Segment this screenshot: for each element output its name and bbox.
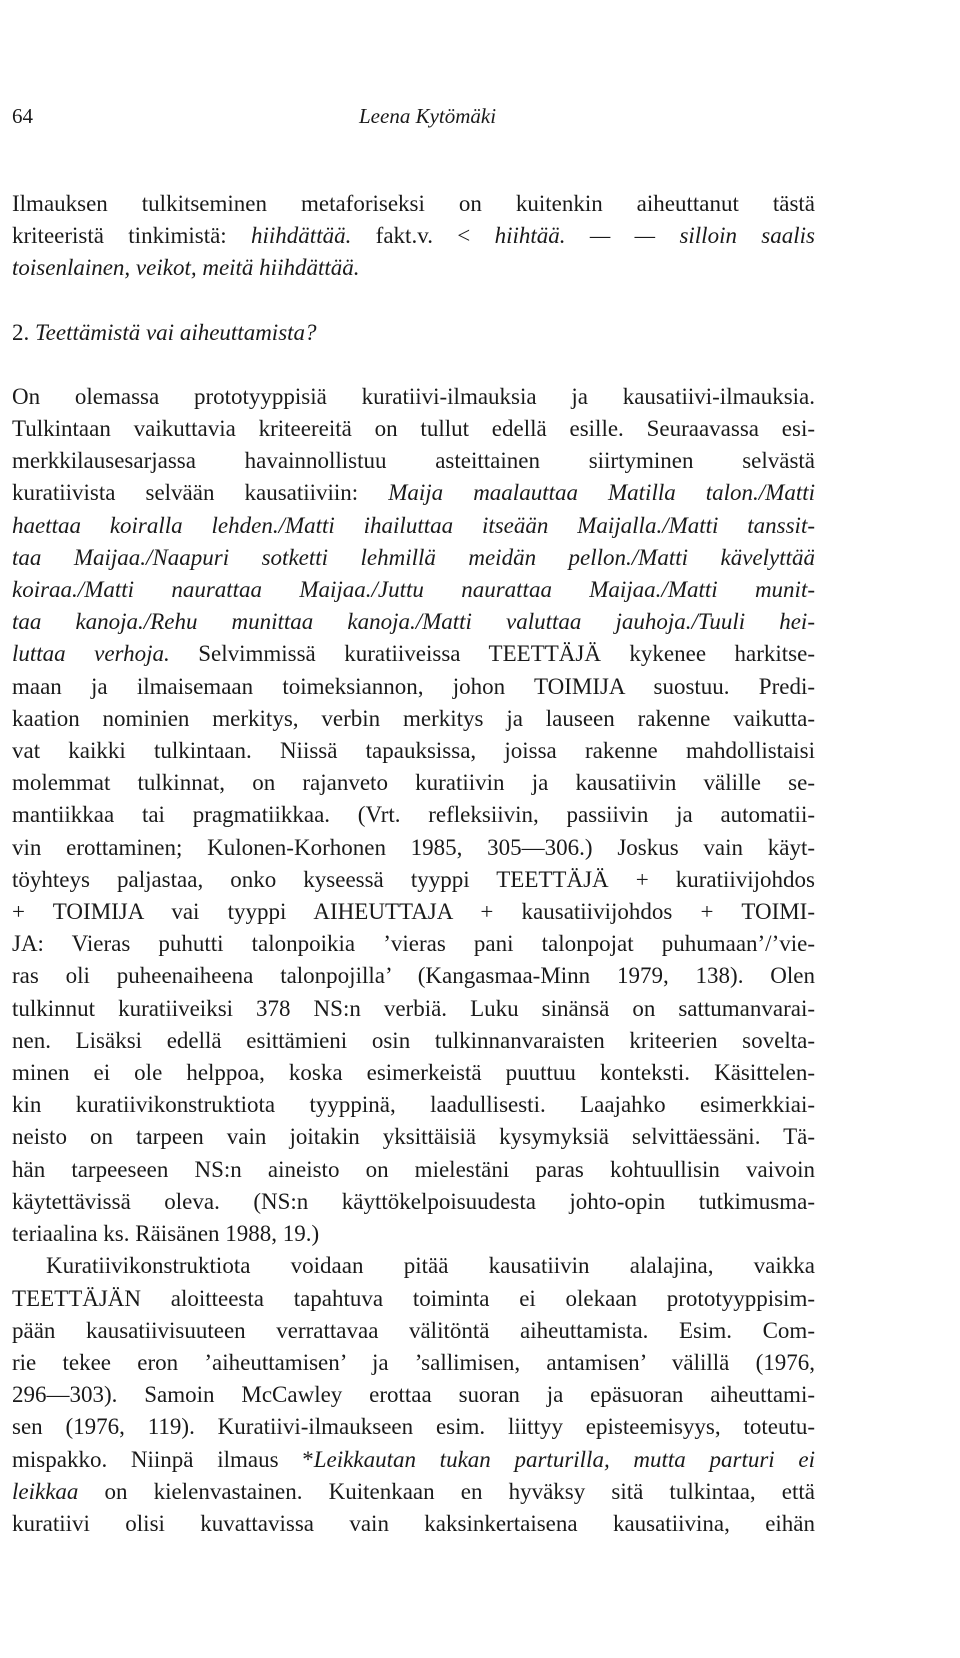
- example-sentence: koiraa./Matti naurattaa Maijaa./Juttu naurattaa Maijaa./Matti munit-: [12, 577, 815, 603]
- text-span: Selvimmissä kuratiiveissa TEETTÄJÄ kykenee harkitse-: [169, 641, 815, 667]
- text-line: JA: Vieras puhutti talonpoikia ’vieras pani talonpojat puhumaan’/’vie-: [12, 931, 815, 957]
- text-line: [12, 477, 815, 509]
- text-line: molemmat tulkinnat, on rajanveto kuratiivin ja kausatiivin välille se-: [12, 770, 815, 796]
- example-sentence: leikkaa: [12, 1478, 79, 1504]
- text-line: [12, 188, 815, 220]
- text-line: [12, 510, 815, 542]
- text-line: teriaalina ks. Räisänen 1988, 19.): [12, 1221, 320, 1247]
- example-sentence: taa Maijaa./Naapuri sotketti lehmillä meidän pellon./Matti kävelyttää: [12, 544, 815, 570]
- paragraph-gap: [12, 285, 815, 317]
- text-line: Kuratiivikonstruktiota voidaan pitää kausatiivin alalajina, vaikka: [46, 1253, 815, 1279]
- text-line: 296—303). Samoin McCawley erottaa suoran ja epäsuoran aiheuttami-: [12, 1382, 815, 1408]
- text-line: On olemassa prototyyppisiä kuratiivi-ilmauksia ja kausatiivi-ilmauksia.: [12, 383, 815, 409]
- text-line: [12, 1476, 815, 1508]
- text-span: fakt.v. <: [351, 223, 495, 249]
- text-line: neisto on tarpeen vain joitakin yksittäisiä kysymyksiä selvittäessäni. Tä-: [12, 1124, 815, 1150]
- page-number: 64: [12, 104, 33, 128]
- text-line: nen. Lisäksi edellä esittämieni osin tulkinnanvaraisten kriteerien sovelta-: [12, 1027, 815, 1053]
- paragraph-1: [12, 188, 815, 285]
- section-title: Teettämistä vai aiheuttamista?: [35, 319, 317, 345]
- example-sentence: haettaa koiralla lehden./Matti ihailuttaa itseään Maijalla./Matti tanssit-: [12, 512, 815, 538]
- text-line: mantiikkaa tai pragmatiikkaa. (Vrt. refleksiivin, passiivin ja automatii-: [12, 802, 815, 828]
- text-line: [12, 1444, 815, 1476]
- text-line: + TOIMIJA vai tyyppi AIHEUTTAJA + kausatiivijohdos + TOIMI-: [12, 899, 815, 925]
- example-quote: hiihtää. — — silloin saalis: [494, 223, 815, 249]
- text-line: [12, 220, 815, 252]
- text-span: kriteeristä tinkimistä:: [12, 223, 252, 249]
- text-line: rie tekee eron ’aiheuttamisen’ ja ’sallimisen, antamisen’ välillä (1976,: [12, 1349, 815, 1375]
- heading-line: [12, 317, 815, 349]
- example-quote: toisenlainen, veikot, meitä hiihdättää.: [12, 255, 360, 281]
- text-line: kuratiivi olisi kuvattavissa vain kaksinkertaisena kausatiivina, eihän: [12, 1510, 815, 1536]
- example-sentence: Leikkautan tukan parturilla, mutta parturi ei: [313, 1446, 815, 1472]
- example-sentence: Maija maalauttaa Matilla talon./Matti: [388, 480, 815, 506]
- text-line: TEETTÄJÄN aloitteesta tapahtuva toiminta ei olekaan prototyyppisim-: [12, 1285, 815, 1311]
- example-sentence: taa kanoja./Rehu munittaa kanoja./Matti valuttaa jauhoja./Tuuli hei-: [12, 609, 815, 635]
- text-span: mispakko. Niinpä ilmaus *: [12, 1446, 314, 1472]
- text-line: [12, 252, 815, 284]
- text-line: tulkinnut kuratiiveiksi 378 NS:n verbiä. Luku sinänsä on sattumanvarai-: [12, 995, 815, 1021]
- section-heading: [12, 317, 815, 349]
- section-number: 2.: [12, 319, 35, 345]
- text-line: töyhteys paljastaa, onko kyseessä tyyppi TEETTÄJÄ + kuratiivijohdos: [12, 866, 815, 892]
- text-line: ras oli puheenaiheena talonpojilla’ (Kangasmaa-Minn 1979, 138). Olen: [12, 963, 815, 989]
- text-line: [12, 542, 815, 574]
- text-line: [12, 606, 815, 638]
- body-text: [12, 188, 815, 1540]
- text-line: minen ei ole helppoa, koska esimerkeistä puuttuu konteksti. Käsittelen-: [12, 1060, 815, 1086]
- paragraph-3: [12, 1250, 815, 1540]
- text-line: kin kuratiivikonstruktiota tyyppinä, laadullisesti. Laajahko esimerkkiai-: [12, 1092, 815, 1118]
- text-span: on kielenvastainen. Kuitenkaan en hyväksy sitä tulkintaa, että: [78, 1478, 815, 1504]
- paragraph-2: [12, 381, 815, 1250]
- text-span: Ilmauksen tulkitseminen metaforiseksi on kuitenkin aiheuttanut tästä: [12, 191, 815, 216]
- text-line: kaation nominien merkitys, verbin merkitys ja lauseen rakenne vaikutta-: [12, 705, 815, 731]
- text-line: merkkilausesarjassa havainnollistuu asteittainen siirtyminen selvästä: [12, 448, 815, 474]
- text-line: hän tarpeeseen NS:n aineisto on mielestäni paras kohtuullisin vaivoin: [12, 1156, 815, 1182]
- example-word: hiihdättää.: [251, 223, 352, 249]
- text-line: pään kausatiivisuuteen verrattavaa välitöntä aiheuttamista. Esim. Com-: [12, 1317, 815, 1343]
- text-line: [12, 574, 815, 606]
- text-line: [12, 638, 815, 670]
- paragraph-gap: [12, 349, 815, 381]
- text-line: käytettävissä oleva. (NS:n käyttökelpoisuudesta johto-opin tutkimusma-: [12, 1188, 815, 1214]
- text-line: vat kaikki tulkintaan. Niissä tapauksissa, joissa rakenne mahdollistaisi: [12, 738, 815, 764]
- running-head-author: Leena Kytömäki: [359, 104, 497, 128]
- running-head: [12, 104, 912, 140]
- text-line: sen (1976, 119). Kuratiivi-ilmaukseen esim. liittyy episteemisyys, toteutu-: [12, 1414, 815, 1440]
- text-line: maan ja ilmaisemaan toimeksiannon, johon TOIMIJA suostuu. Predi-: [12, 673, 815, 699]
- example-sentence: luttaa verhoja.: [12, 641, 170, 667]
- text-line: vin erottaminen; Kulonen-Korhonen 1985, 305—306.) Joskus vain käyt-: [12, 834, 815, 860]
- text-line: Tulkintaan vaikuttavia kriteereitä on tullut edellä esille. Seuraavassa esi-: [12, 416, 815, 442]
- text-span: kuratiivista selvään kausatiiviin:: [12, 480, 389, 506]
